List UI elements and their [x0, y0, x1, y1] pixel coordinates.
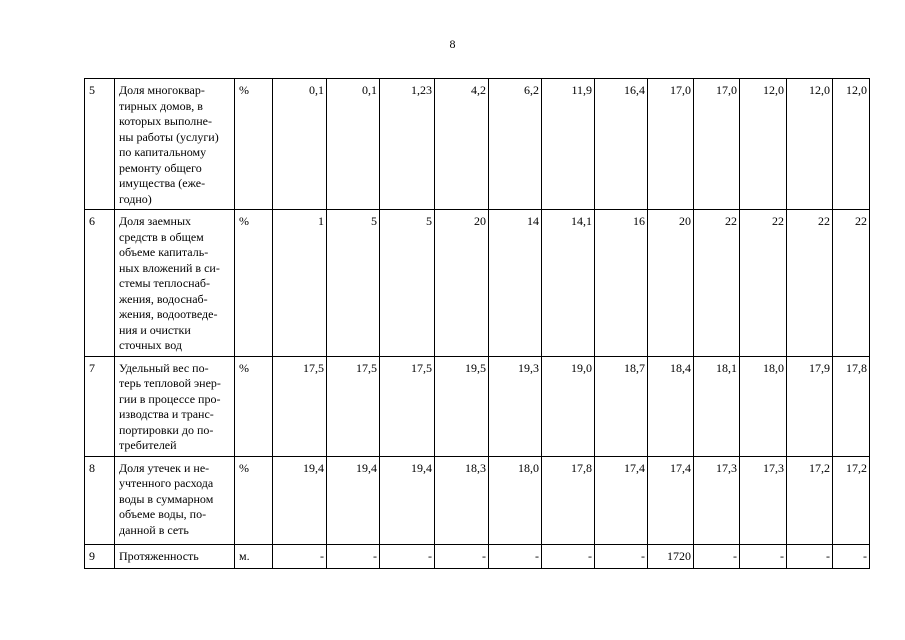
unit-cell: %	[235, 79, 273, 210]
value-cell: 22	[833, 210, 870, 357]
unit-cell: м.	[235, 544, 273, 568]
unit-cell: %	[235, 356, 273, 456]
value-cell: 18,0	[489, 456, 542, 544]
description-line: Протяженность	[119, 548, 199, 563]
value-cell: 16	[595, 210, 648, 357]
value-cell: 1	[273, 210, 327, 357]
value-cell: 22	[787, 210, 833, 357]
value-cell: 18,4	[648, 356, 694, 456]
value-cell: 19,4	[327, 456, 380, 544]
value-cell: 19,4	[273, 456, 327, 544]
value-cell: 12,0	[787, 79, 833, 210]
description-line: жения, водоснаб-	[119, 291, 208, 306]
value-cell: 19,3	[489, 356, 542, 456]
value-cell: -	[380, 544, 435, 568]
table-body	[85, 79, 870, 569]
row-number: 9	[85, 544, 115, 568]
value-cell: 22	[740, 210, 787, 357]
description-line: Доля заемных	[119, 214, 192, 228]
row-number: 7	[85, 356, 115, 456]
value-cell: -	[595, 544, 648, 568]
row-number: 6	[85, 210, 115, 357]
page-number: 8	[449, 37, 456, 51]
indicator-description	[115, 79, 235, 210]
value-cell: 17,4	[595, 456, 648, 544]
value-cell: 12,0	[740, 79, 787, 210]
indicator-description	[115, 456, 235, 544]
value-cell: 17,5	[380, 356, 435, 456]
value-cell: 1,23	[380, 79, 435, 210]
description-line: которых выполне-	[119, 114, 212, 128]
value-cell: 18,0	[740, 356, 787, 456]
description-line: ных вложений в си-	[119, 260, 220, 275]
value-cell: 22	[694, 210, 740, 357]
value-cell: 17,5	[327, 356, 380, 456]
description-line: стемы теплоснаб-	[119, 276, 211, 290]
value-cell: 17,2	[833, 456, 870, 544]
description-line: ны работы (услуги)	[119, 129, 219, 144]
value-cell: 5	[327, 210, 380, 357]
description-line: сточных вод	[119, 338, 182, 352]
description-line: портировки до по-	[119, 422, 214, 437]
value-cell: 12,0	[833, 79, 870, 210]
description-line: ремонту общего	[119, 160, 202, 175]
description-line: Удельный вес по-	[119, 360, 209, 375]
value-cell: 17,8	[542, 456, 595, 544]
table-row	[85, 356, 870, 456]
row-number: 8	[85, 456, 115, 544]
value-cell: 14	[489, 210, 542, 357]
value-cell: 4,2	[435, 79, 489, 210]
value-cell: 5	[380, 210, 435, 357]
value-cell: -	[327, 544, 380, 568]
value-cell: 17,0	[694, 79, 740, 210]
value-cell: 20	[648, 210, 694, 357]
value-cell: 17,3	[740, 456, 787, 544]
value-cell: 18,1	[694, 356, 740, 456]
indicator-description	[115, 210, 235, 357]
value-cell: -	[435, 544, 489, 568]
value-cell: 11,9	[542, 79, 595, 210]
value-cell: 18,3	[435, 456, 489, 544]
description-line: средств в общем	[119, 229, 204, 244]
value-cell: -	[273, 544, 327, 568]
value-cell: 17,3	[694, 456, 740, 544]
value-cell: 1720	[648, 544, 694, 568]
value-cell: -	[833, 544, 870, 568]
value-cell: 18,7	[595, 356, 648, 456]
description-line: учтенного расхода	[119, 476, 214, 490]
table-row	[85, 456, 870, 544]
value-cell: 19,0	[542, 356, 595, 456]
value-cell: -	[740, 544, 787, 568]
value-cell: 14,1	[542, 210, 595, 357]
description-line: объеме капиталь-	[119, 245, 209, 259]
description-line: жения, водоотведе-	[119, 307, 218, 321]
indicator-description	[115, 356, 235, 456]
value-cell: -	[787, 544, 833, 568]
description-line: гии в процессе про-	[119, 391, 221, 406]
value-cell: 19,5	[435, 356, 489, 456]
value-cell: -	[489, 544, 542, 568]
value-cell: 0,1	[327, 79, 380, 210]
description-line: данной в сеть	[119, 522, 189, 537]
value-cell: -	[542, 544, 595, 568]
value-cell: 17,8	[833, 356, 870, 456]
description-line: годно)	[119, 191, 152, 206]
unit-cell: %	[235, 210, 273, 357]
description-line: объеме воды, по-	[119, 507, 207, 521]
row-number: 5	[85, 79, 115, 210]
value-cell: 17,2	[787, 456, 833, 544]
value-cell: 0,1	[273, 79, 327, 210]
value-cell: 17,4	[648, 456, 694, 544]
value-cell: 17,5	[273, 356, 327, 456]
description-line: изводства и транс-	[119, 407, 214, 421]
indicators-table	[84, 78, 870, 569]
description-line: тирных домов, в	[119, 98, 203, 113]
value-cell: 17,9	[787, 356, 833, 456]
unit-cell: %	[235, 456, 273, 544]
table-row	[85, 79, 870, 210]
table-row	[85, 210, 870, 357]
table-row	[85, 544, 870, 568]
value-cell: 6,2	[489, 79, 542, 210]
description-line: по капитальному	[119, 145, 207, 159]
description-line: Доля утечек и не-	[119, 460, 210, 475]
value-cell: 16,4	[595, 79, 648, 210]
description-line: Доля многоквар-	[119, 83, 205, 97]
value-cell: 19,4	[380, 456, 435, 544]
description-line: воды в суммарном	[119, 491, 214, 506]
description-line: требителей	[119, 438, 177, 452]
value-cell: 17,0	[648, 79, 694, 210]
value-cell: 20	[435, 210, 489, 357]
indicator-description	[115, 544, 235, 568]
description-line: имущества (еже-	[119, 176, 206, 190]
value-cell: -	[694, 544, 740, 568]
description-line: ния и очистки	[119, 322, 191, 337]
description-line: терь тепловой энер-	[119, 376, 221, 390]
